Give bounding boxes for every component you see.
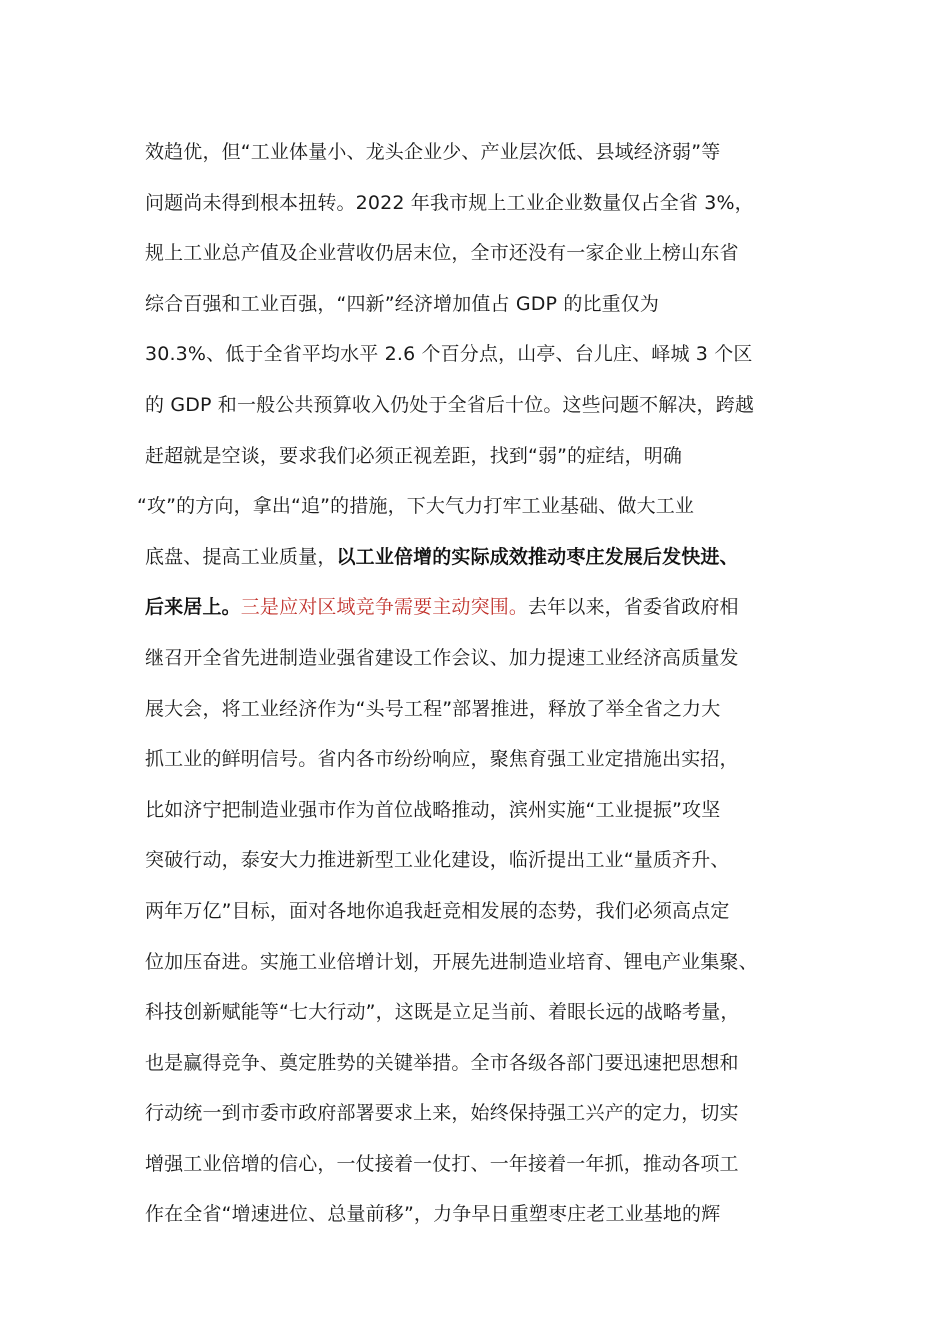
- text-line-18-content: 科技创新赋能等“七大行动”，这既是立足当前、着眼长远的战略考量，: [145, 1001, 740, 1024]
- text-line-6: [145, 380, 810, 431]
- text-line-22-content: 作在全省“增速进位、总量前移”，力争早日重塑枣庄老工业基地的辉: [145, 1203, 721, 1226]
- text-line-10: [145, 582, 810, 633]
- text-line-9-normal: 底盘、提高工业质量，: [145, 545, 337, 568]
- text-line-9-bold: 以工业倍增的实际成效推动枣庄发展后发快进、: [336, 545, 739, 568]
- text-line-11-content: 继召开全省先进制造业强省建设工作会议、加力提速工业经济高质量发: [145, 646, 739, 669]
- text-line-10-normal: 去年以来，省委省政府相: [528, 596, 739, 619]
- text-line-8-content: “攻”的方向，拿出“追”的措施，下大气力打牢工业基础、做大工业: [137, 495, 695, 518]
- text-line-17-content: 位加压奋进。实施工业倍增计划，开展先进制造业培育、锂电产业集聚、: [145, 950, 758, 973]
- text-line-5: [145, 329, 810, 380]
- text-line-9: [145, 532, 810, 583]
- text-line-2-content: 问题尚未得到根本扭转。2022 年我市规上工业企业数量仅占全省 3%，: [145, 191, 754, 214]
- text-line-7-content: 赶超就是空谈，要求我们必须正视差距，找到“弱”的症结，明确: [145, 444, 683, 467]
- text-line-14-content: 比如济宁把制造业强市作为首位战略推动，滨州实施“工业提振”攻坚: [145, 798, 721, 821]
- text-line-4: [145, 279, 810, 330]
- text-line-1: [145, 127, 810, 178]
- text-line-5-content: 30.3%、低于全省平均水平 2.6 个百分点，山亭、台儿庄、峄城 3 个区: [145, 343, 753, 366]
- text-line-21: [145, 1139, 810, 1190]
- text-line-13: [145, 734, 810, 785]
- text-line-20-content: 行动统一到市委市政府部署要求上来，始终保持强工兴产的定力，切实: [145, 1102, 739, 1125]
- body-text: [137, 127, 810, 1240]
- text-line-12: [145, 684, 810, 735]
- text-line-19: [145, 1038, 810, 1089]
- text-line-15: [145, 835, 810, 886]
- text-line-8: [137, 481, 810, 532]
- text-line-15-content: 突破行动，泰安大力推进新型工业化建设，临沂提出工业“量质齐升、: [145, 849, 730, 872]
- text-line-14: [145, 785, 810, 836]
- text-line-12-content: 展大会，将工业经济作为“头号工程”部署推进，释放了举全省之力大: [145, 697, 721, 720]
- text-line-16: [145, 886, 810, 937]
- text-line-2: [145, 178, 810, 229]
- text-line-7: [145, 431, 810, 482]
- text-line-19-content: 也是赢得竞争、奠定胜势的关键举措。全市各级各部门要迅速把思想和: [145, 1051, 739, 1074]
- text-line-1-content: 效趋优，但“工业体量小、龙头企业少、产业层次低、县域经济弱”等: [145, 141, 721, 163]
- text-line-11: [145, 633, 810, 684]
- text-line-16-content: 两年万亿”目标，面对各地你追我赶竞相发展的态势，我们必须高点定: [145, 899, 730, 922]
- text-line-4-content: 综合百强和工业百强，“四新”经济增加值占 GDP 的比重仅为: [145, 292, 660, 315]
- text-line-22: [145, 1189, 810, 1240]
- text-line-3: [145, 228, 810, 279]
- text-line-18: [145, 987, 810, 1038]
- text-line-6-content: 的 GDP 和一般公共预算收入仍处于全省后十位。这些问题不解决，跨越: [145, 393, 754, 416]
- text-line-13-content: 抓工业的鲜明信号。省内各市纷纷响应，聚焦育强工业定措施出实招，: [145, 748, 739, 771]
- text-line-20: [145, 1088, 810, 1139]
- section-heading-three: 三是应对区域竞争需要主动突围。: [240, 596, 529, 619]
- text-line-17: [145, 937, 810, 988]
- text-line-3-content: 规上工业总产值及企业营收仍居末位，全市还没有一家企业上榜山东省: [145, 242, 739, 265]
- text-line-21-content: 增强工业倍增的信心，一仗接着一仗打、一年接着一年抓，推动各项工: [145, 1152, 739, 1175]
- text-line-10-bold: 后来居上。: [145, 596, 241, 619]
